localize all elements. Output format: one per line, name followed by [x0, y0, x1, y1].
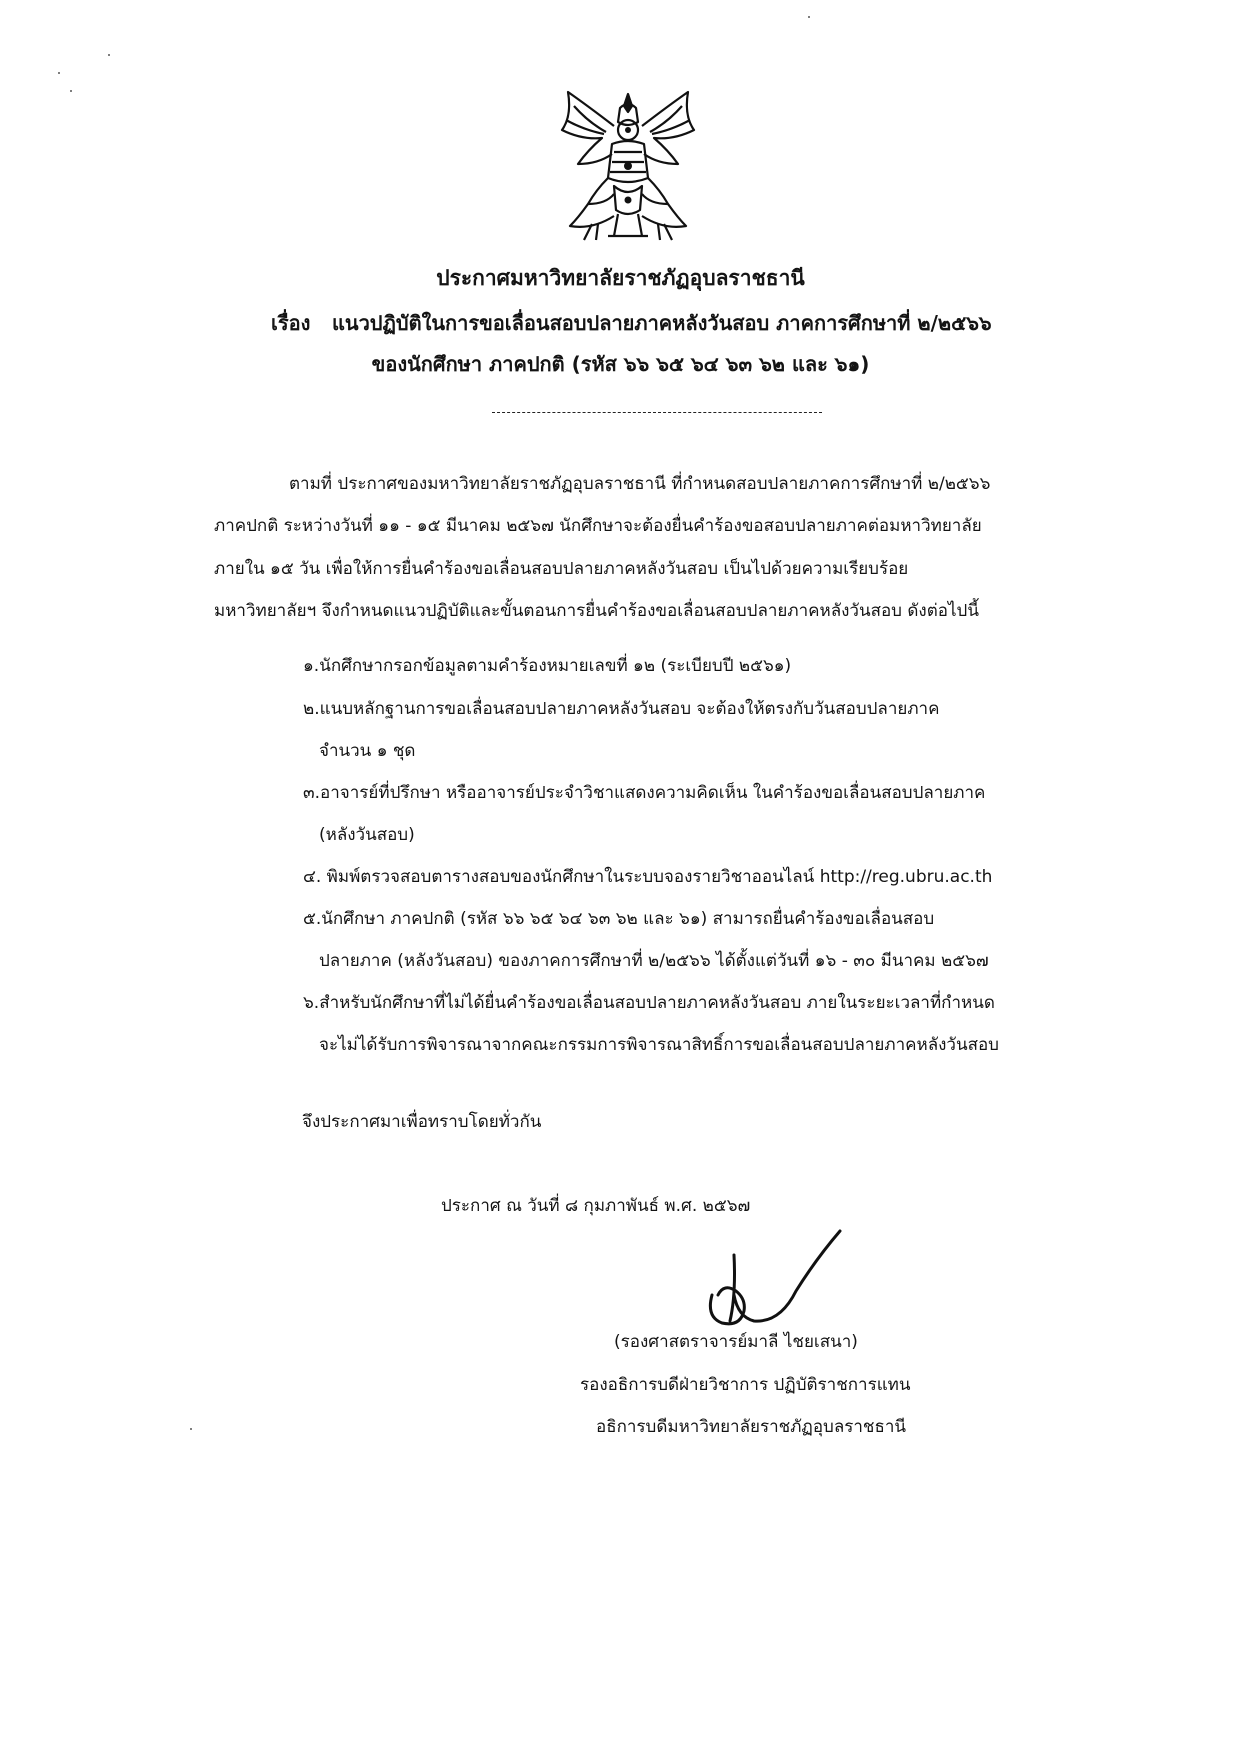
list-item-continuation: จะไม่ได้รับการพิจารณาจากคณะกรรมการพิจารณาสิทธิ์การขอเลื่อนสอบปลายภาคหลังวันสอบ — [319, 1035, 999, 1055]
list-item: ๖.สำหรับนักศึกษาที่ไม่ได้ยื่นคำร้องขอเลื่อนสอบปลายภาคหลังวันสอบ ภายในระยะเวลาที่กำหนด — [303, 993, 995, 1013]
list-item: ๓.อาจารย์ที่ปรึกษา หรืออาจารย์ประจำวิชาแสดงความคิดเห็น ในคำร้องขอเลื่อนสอบปลายภาค — [303, 783, 986, 803]
closing-text: จึงประกาศมาเพื่อทราบโดยทั่วกัน — [302, 1112, 542, 1132]
intro-line: ภาคปกติ ระหว่างวันที่ ๑๑ - ๑๕ มีนาคม ๒๕๖๗ นักศึกษาจะต้องยื่นคำร้องขอสอบปลายภาคต่อมหาวิทยาลัย — [214, 516, 982, 536]
list-item-continuation: ปลายภาค (หลังวันสอบ) ของภาคการศึกษาที่ ๒/๒๕๖๖ ได้ตั้งแต่วันที่ ๑๖ - ๓๐ มีนาคม ๒๕๖๗ — [319, 951, 989, 971]
list-item-continuation: จำนวน ๑ ชุด — [319, 741, 416, 761]
subject-line-2: ของนักศึกษา ภาคปกติ (รหัส ๖๖ ๖๕ ๖๔ ๖๓ ๖๒ และ ๖๑) — [371, 352, 870, 376]
list-item: ๒.แนบหลักฐานการขอเลื่อนสอบปลายภาคหลังวันสอบ จะต้องให้ตรงกับวันสอบปลายภาค — [303, 699, 940, 719]
garuda-emblem — [548, 86, 708, 244]
list-item: ๕.นักศึกษา ภาคปกติ (รหัส ๖๖ ๖๕ ๖๔ ๖๓ ๖๒ และ ๖๑) สามารถยื่นคำร้องขอเลื่อนสอบ — [303, 909, 935, 929]
intro-line: มหาวิทยาลัยฯ จึงกำหนดแนวปฏิบัติและขั้นตอนการยื่นคำร้องขอเลื่อนสอบปลายภาคหลังวันสอบ ดังต่อไปนี้ — [214, 601, 979, 621]
scan-speck — [58, 72, 60, 74]
subject-line-1: แนวปฏิบัติในการขอเลื่อนสอบปลายภาคหลังวันสอบ ภาคการศึกษาที่ ๒/๒๕๖๖ — [332, 311, 992, 335]
scan-speck — [808, 16, 810, 18]
list-item-continuation: (หลังวันสอบ) — [319, 825, 415, 845]
header-divider — [492, 412, 822, 413]
handwritten-signature — [700, 1225, 850, 1335]
list-item: ๑.นักศึกษากรอกข้อมูลตามคำร้องหมายเลขที่ ๑๒ (ระเบียบปี ๒๕๖๑) — [303, 656, 792, 676]
announcement-date: ประกาศ ณ วันที่ ๘ กุมภาพันธ์ พ.ศ. ๒๕๖๗ — [441, 1196, 751, 1216]
announcement-title: ประกาศมหาวิทยาลัยราชภัฏอุบลราชธานี — [436, 266, 805, 290]
subject-label: เรื่อง — [271, 311, 311, 335]
scan-speck — [108, 54, 110, 56]
scan-speck — [70, 90, 72, 92]
intro-line: ภายใน ๑๕ วัน เพื่อให้การยื่นคำร้องขอเลื่อนสอบปลายภาคหลังวันสอบ เป็นไปด้วยความเรียบร้อย — [214, 559, 909, 579]
intro-line: ตามที่ ประกาศของมหาวิทยาลัยราชภัฏอุบลราชธานี ที่กำหนดสอบปลายภาคการศึกษาที่ ๒/๒๕๖๖ — [289, 474, 991, 494]
signatory-name: (รองศาสตราจารย์มาลี ไชยเสนา) — [614, 1332, 858, 1352]
list-item: ๔. พิมพ์ตรวจสอบตารางสอบของนักศึกษาในระบบจองรายวิชาออนไลน์ http://reg.ubru.ac.th — [303, 867, 993, 887]
signatory-position: อธิการบดีมหาวิทยาลัยราชภัฏอุบลราชธานี — [596, 1417, 906, 1437]
scan-speck — [190, 1428, 192, 1430]
signatory-position: รองอธิการบดีฝ่ายวิชาการ ปฏิบัติราชการแทน — [580, 1375, 911, 1395]
